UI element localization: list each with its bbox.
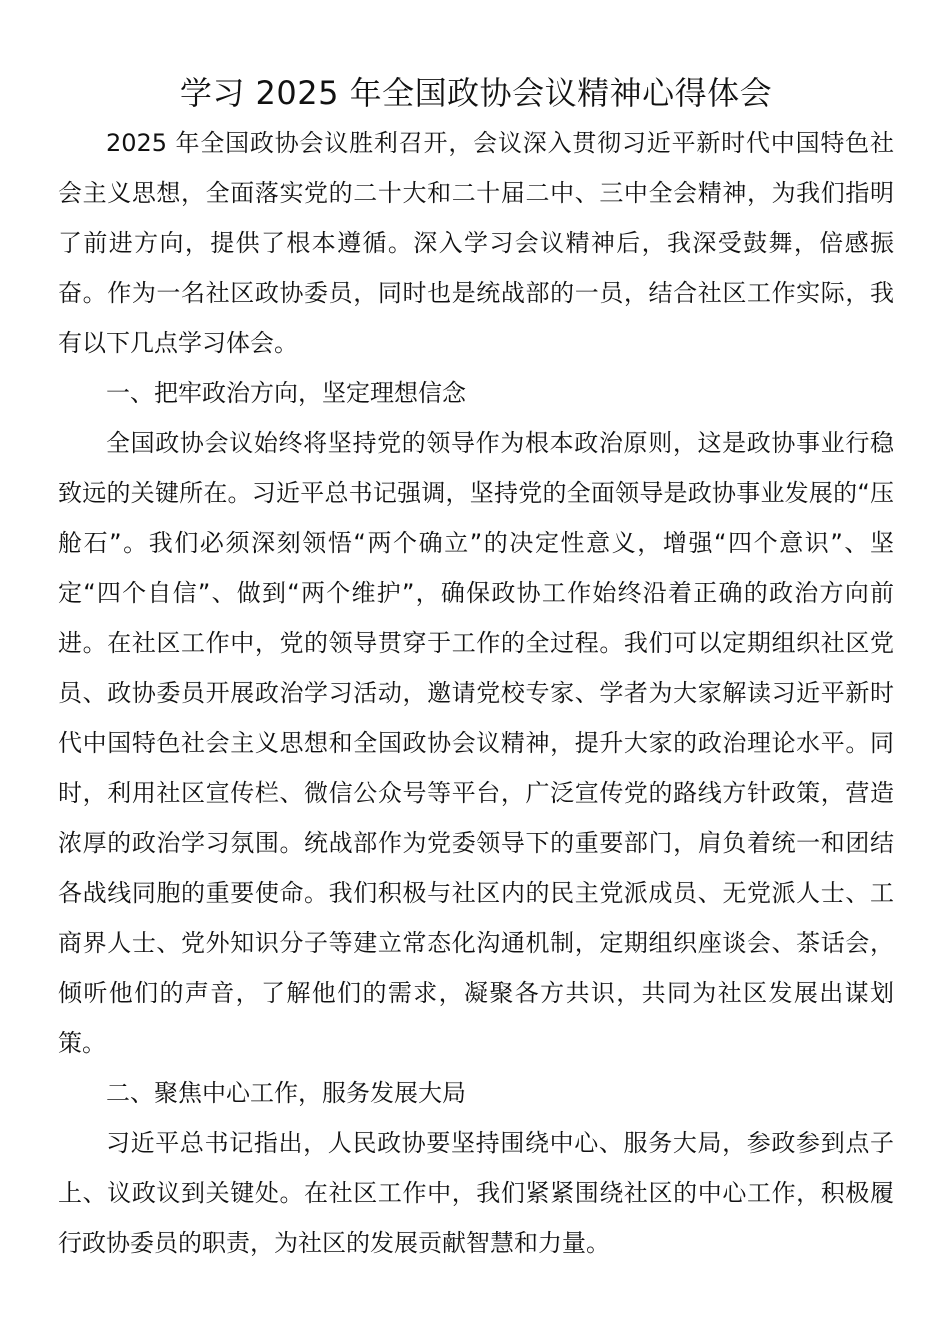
intro-paragraph: 2025 年全国政协会议胜利召开，会议深入贯彻习近平新时代中国特色社会主义思想，全面落实党的二十大和二十届二中、三中全会精神，为我们指明了前进方向，提供了根本遵循。深入学习会议精神后，我深受鼓舞，倍感振奋。作为一名社区政协委员，同时也是统战部的一员，结合社区工作实际，我有以下几点学习体会。 <box>58 129 894 357</box>
section-2-paragraph: 习近平总书记指出，人民政协要坚持围绕中心、服务大局，参政参到点子上、议政议到关键处。在社区工作中，我们紧紧围绕社区的中心工作，积极履行政协委员的职责，为社区的发展贡献智慧和力量。 <box>58 1129 894 1257</box>
document-title: 学习 2025 年全国政协会议精神心得体会 <box>179 74 773 112</box>
document-page <box>58 68 894 1268</box>
section-2-heading: 二、聚焦中心工作，服务发展大局 <box>106 1079 466 1107</box>
section-1-paragraph: 全国政协会议始终将坚持党的领导作为根本政治原则，这是政协事业行稳致远的关键所在。习近平总书记强调，坚持党的全面领导是政协事业发展的“压舱石”。我们必须深刻领悟“两个确立”的决定性意义，增强“四个意识”、坚定“四个自信”、做到“两个维护”，确保政协工作始终沿着正确的政治方向前进。在社区工作中，党的领导贯穿于工作的全过程。我们可以定期组织社区党员、政协委员开展政治学习活动，邀请党校专家、学者为大家解读习近平新时代中国特色社会主义思想和全国政协会议精神，提升大家的政治理论水平。同时，利用社区宣传栏、微信公众号等平台，广泛宣传党的路线方针政策，营造浓厚的政治学习氛围。统战部作为党委领导下的重要部门，肩负着统一和团结各战线同胞的重要使命。我们积极与社区内的民主党派成员、无党派人士、工商界人士、党外知识分子等建立常态化沟通机制，定期组织座谈会、茶话会，倾听他们的声音，了解他们的需求，凝聚各方共识，共同为社区发展出谋划策。 <box>58 429 894 1057</box>
section-1-heading: 一、把牢政治方向，坚定理想信念 <box>106 379 466 407</box>
